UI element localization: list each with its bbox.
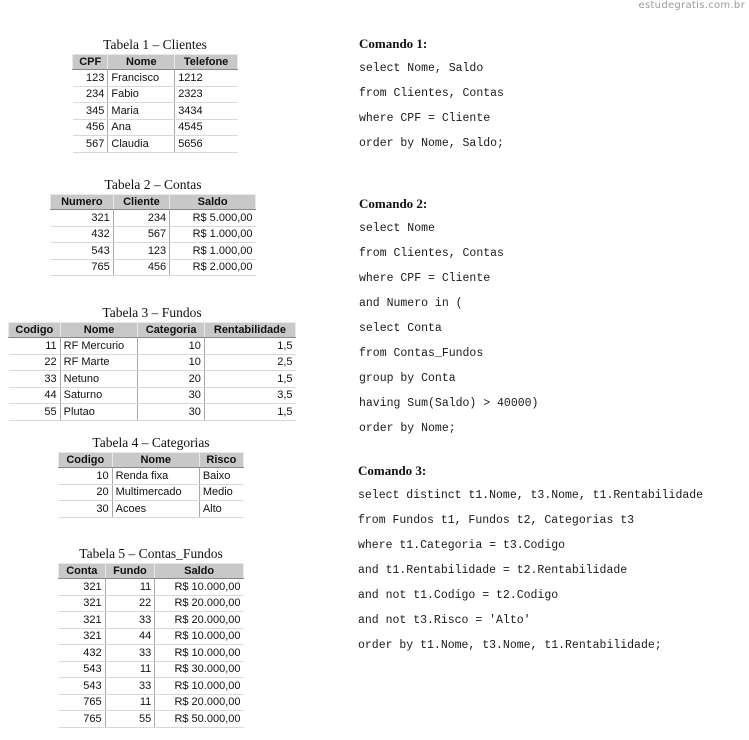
table-cell: R$ 30.000,00 bbox=[155, 661, 244, 678]
table-clientes bbox=[72, 37, 238, 153]
table-cell: 55 bbox=[105, 711, 155, 728]
table-cell: 765 bbox=[51, 259, 114, 276]
sql-line: select Nome bbox=[359, 222, 435, 235]
table-cell: 10 bbox=[138, 338, 204, 355]
table-cell: 1212 bbox=[175, 70, 238, 87]
table-row bbox=[59, 694, 244, 711]
table-row bbox=[59, 711, 244, 728]
table-row bbox=[59, 595, 244, 612]
sql-line: order by Nome, Saldo; bbox=[359, 137, 504, 150]
data-table bbox=[72, 54, 238, 153]
table-cell: 33 bbox=[105, 612, 155, 629]
table-cell: R$ 10.000,00 bbox=[155, 678, 244, 695]
table-cell: Acoes bbox=[112, 501, 199, 518]
table-row bbox=[59, 484, 244, 501]
sql-line: from Clientes, Contas bbox=[359, 87, 504, 100]
table-contas bbox=[50, 177, 256, 276]
table-cell: Maria bbox=[108, 103, 175, 120]
table-cell: 11 bbox=[9, 338, 61, 355]
table-cell: 10 bbox=[59, 468, 113, 485]
table-cell: 123 bbox=[113, 243, 169, 260]
column-header: Numero bbox=[51, 195, 114, 210]
table-caption: Tabela 3 – Fundos bbox=[102, 305, 202, 320]
column-header: Nome bbox=[60, 323, 138, 338]
table-categorias bbox=[58, 435, 244, 518]
table-cell: 44 bbox=[105, 628, 155, 645]
table-cell: 765 bbox=[59, 694, 106, 711]
table-cell: 567 bbox=[73, 136, 108, 153]
table-cell: Plutao bbox=[60, 404, 138, 421]
table-cell: 11 bbox=[105, 579, 155, 596]
table-cell: Ana bbox=[108, 119, 175, 136]
table-row bbox=[59, 678, 244, 695]
sql-line: group by Conta bbox=[359, 372, 456, 385]
table-row bbox=[59, 628, 244, 645]
table-cell: 321 bbox=[59, 628, 106, 645]
table-cell: 30 bbox=[59, 501, 113, 518]
table-header-row bbox=[51, 195, 256, 210]
column-header: Conta bbox=[59, 564, 106, 579]
table-row bbox=[59, 579, 244, 596]
column-header: Saldo bbox=[155, 564, 244, 579]
table-row bbox=[73, 86, 238, 103]
table-cell: 20 bbox=[59, 484, 113, 501]
table-fundos bbox=[8, 305, 296, 421]
table-cell: 33 bbox=[105, 678, 155, 695]
data-table bbox=[58, 452, 244, 518]
table-cell: 321 bbox=[51, 210, 114, 227]
sql-line: from Contas_Fundos bbox=[359, 347, 484, 360]
table-cell: Saturno bbox=[60, 387, 138, 404]
table-caption: Tabela 1 – Clientes bbox=[103, 37, 207, 52]
column-header: Saldo bbox=[170, 195, 256, 210]
table-header-row bbox=[73, 55, 238, 70]
sql-line: and t1.Rentabilidade = t2.Rentabilidade bbox=[358, 564, 628, 577]
command-3 bbox=[358, 463, 703, 658]
command-2 bbox=[359, 196, 538, 441]
table-row bbox=[51, 259, 256, 276]
table-cell: R$ 20.000,00 bbox=[155, 612, 244, 629]
sql-line: and not t3.Risco = 'Alto' bbox=[358, 614, 531, 627]
table-cell: 456 bbox=[113, 259, 169, 276]
table-row bbox=[9, 338, 296, 355]
data-table bbox=[58, 563, 244, 728]
table-cell: R$ 20.000,00 bbox=[155, 694, 244, 711]
table-cell: 123 bbox=[73, 70, 108, 87]
sql-line: from Fundos t1, Fundos t2, Categorias t3 bbox=[358, 514, 635, 527]
table-cell: 30 bbox=[138, 387, 204, 404]
table-cell: RF Mercurio bbox=[60, 338, 138, 355]
table-cell: R$ 20.000,00 bbox=[155, 595, 244, 612]
table-row bbox=[73, 103, 238, 120]
table-row bbox=[73, 136, 238, 153]
sql-line: where t1.Categoria = t3.Codigo bbox=[358, 539, 566, 552]
sql-line: select Conta bbox=[359, 322, 442, 335]
sql-line: order by t1.Nome, t3.Nome, t1.Rentabilidade; bbox=[358, 639, 662, 652]
sql-line: select distinct t1.Nome, t3.Nome, t1.Rentabilidade bbox=[358, 489, 704, 502]
table-row bbox=[51, 243, 256, 260]
table-cell: 33 bbox=[105, 645, 155, 662]
table-cell: 234 bbox=[113, 210, 169, 227]
table-cell: R$ 10.000,00 bbox=[155, 628, 244, 645]
table-cell: RF Marte bbox=[60, 354, 138, 371]
table-cell: 321 bbox=[59, 579, 106, 596]
table-cell: 30 bbox=[138, 404, 204, 421]
table-row bbox=[59, 645, 244, 662]
table-caption: Tabela 5 – Contas_Fundos bbox=[79, 546, 223, 561]
column-header: Cliente bbox=[113, 195, 169, 210]
sql-line: and Numero in ( bbox=[359, 297, 463, 310]
table-row bbox=[9, 404, 296, 421]
table-cell: Renda fixa bbox=[112, 468, 199, 485]
column-header: Telefone bbox=[175, 55, 238, 70]
sql-line: and not t1.Codigo = t2.Codigo bbox=[358, 589, 559, 602]
table-cell: 5656 bbox=[175, 136, 238, 153]
table-cell: 432 bbox=[59, 645, 106, 662]
column-header: Codigo bbox=[9, 323, 61, 338]
table-cell: Medio bbox=[199, 484, 243, 501]
column-header: Rentabilidade bbox=[204, 323, 295, 338]
command-1 bbox=[359, 36, 504, 156]
table-cell: Baixo bbox=[199, 468, 243, 485]
sql-line: having Sum(Saldo) > 40000) bbox=[359, 397, 539, 410]
sql-line: where CPF = Cliente bbox=[359, 272, 491, 285]
sql-line: order by Nome; bbox=[359, 422, 456, 435]
data-table bbox=[8, 322, 296, 421]
table-cell: 321 bbox=[59, 595, 106, 612]
table-row bbox=[9, 371, 296, 388]
table-cell: 33 bbox=[9, 371, 61, 388]
table-header-row bbox=[59, 564, 244, 579]
table-cell: R$ 2.000,00 bbox=[170, 259, 256, 276]
column-header: CPF bbox=[73, 55, 108, 70]
table-cell: 543 bbox=[59, 678, 106, 695]
table-row bbox=[59, 501, 244, 518]
table-cell: 321 bbox=[59, 612, 106, 629]
table-cell: R$ 5.000,00 bbox=[170, 210, 256, 227]
table-cell: 345 bbox=[73, 103, 108, 120]
table-cell: 1,5 bbox=[204, 371, 295, 388]
table-caption: Tabela 4 – Categorias bbox=[92, 435, 210, 450]
table-caption: Tabela 2 – Contas bbox=[104, 177, 202, 192]
column-header: Categoria bbox=[138, 323, 204, 338]
table-cell: 2323 bbox=[175, 86, 238, 103]
table-cell: R$ 50.000,00 bbox=[155, 711, 244, 728]
table-cell: 432 bbox=[51, 226, 114, 243]
table-cell: 20 bbox=[138, 371, 204, 388]
table-cell: R$ 1.000,00 bbox=[170, 226, 256, 243]
table-cell: 456 bbox=[73, 119, 108, 136]
table-cell: Fabio bbox=[108, 86, 175, 103]
column-header: Risco bbox=[199, 453, 243, 468]
table-cell: 55 bbox=[9, 404, 61, 421]
table-cell: 765 bbox=[59, 711, 106, 728]
command-title: Comando 2: bbox=[359, 196, 428, 211]
table-cell: 44 bbox=[9, 387, 61, 404]
table-cell: 2,5 bbox=[204, 354, 295, 371]
data-table bbox=[50, 194, 256, 276]
table-row bbox=[59, 468, 244, 485]
table-cell: Claudia bbox=[108, 136, 175, 153]
table-cell: 3,5 bbox=[204, 387, 295, 404]
table-cell: 11 bbox=[105, 661, 155, 678]
table-cell: 567 bbox=[113, 226, 169, 243]
table-cell: Francisco bbox=[108, 70, 175, 87]
table-row bbox=[59, 612, 244, 629]
table-row bbox=[59, 661, 244, 678]
table-row bbox=[9, 354, 296, 371]
table-cell: 10 bbox=[138, 354, 204, 371]
table-header-row bbox=[9, 323, 296, 338]
table-contas-fundos bbox=[58, 546, 244, 728]
table-cell: R$ 1.000,00 bbox=[170, 243, 256, 260]
table-row bbox=[51, 226, 256, 243]
table-cell: 22 bbox=[9, 354, 61, 371]
table-cell: 11 bbox=[105, 694, 155, 711]
table-cell: 4545 bbox=[175, 119, 238, 136]
table-cell: 22 bbox=[105, 595, 155, 612]
command-title: Comando 1: bbox=[359, 36, 428, 51]
table-cell: 543 bbox=[59, 661, 106, 678]
watermark: estudegratis.com.br bbox=[638, 0, 745, 11]
table-cell: 3434 bbox=[175, 103, 238, 120]
table-cell: Multimercado bbox=[112, 484, 199, 501]
table-cell: 1,5 bbox=[204, 338, 295, 355]
table-cell: 1,5 bbox=[204, 404, 295, 421]
table-header-row bbox=[59, 453, 244, 468]
sql-line: where CPF = Cliente bbox=[359, 112, 491, 125]
table-cell: 543 bbox=[51, 243, 114, 260]
table-row bbox=[51, 210, 256, 227]
table-cell: Alto bbox=[199, 501, 243, 518]
table-cell: R$ 10.000,00 bbox=[155, 645, 244, 662]
table-row bbox=[73, 119, 238, 136]
column-header: Nome bbox=[108, 55, 175, 70]
table-row bbox=[9, 387, 296, 404]
sql-line: from Clientes, Contas bbox=[359, 247, 504, 260]
sql-line: select Nome, Saldo bbox=[359, 62, 484, 75]
table-cell: R$ 10.000,00 bbox=[155, 579, 244, 596]
table-cell: 234 bbox=[73, 86, 108, 103]
command-title: Comando 3: bbox=[358, 463, 427, 478]
column-header: Nome bbox=[112, 453, 199, 468]
table-row bbox=[73, 70, 238, 87]
table-cell: Netuno bbox=[60, 371, 138, 388]
column-header: Codigo bbox=[59, 453, 113, 468]
column-header: Fundo bbox=[105, 564, 155, 579]
